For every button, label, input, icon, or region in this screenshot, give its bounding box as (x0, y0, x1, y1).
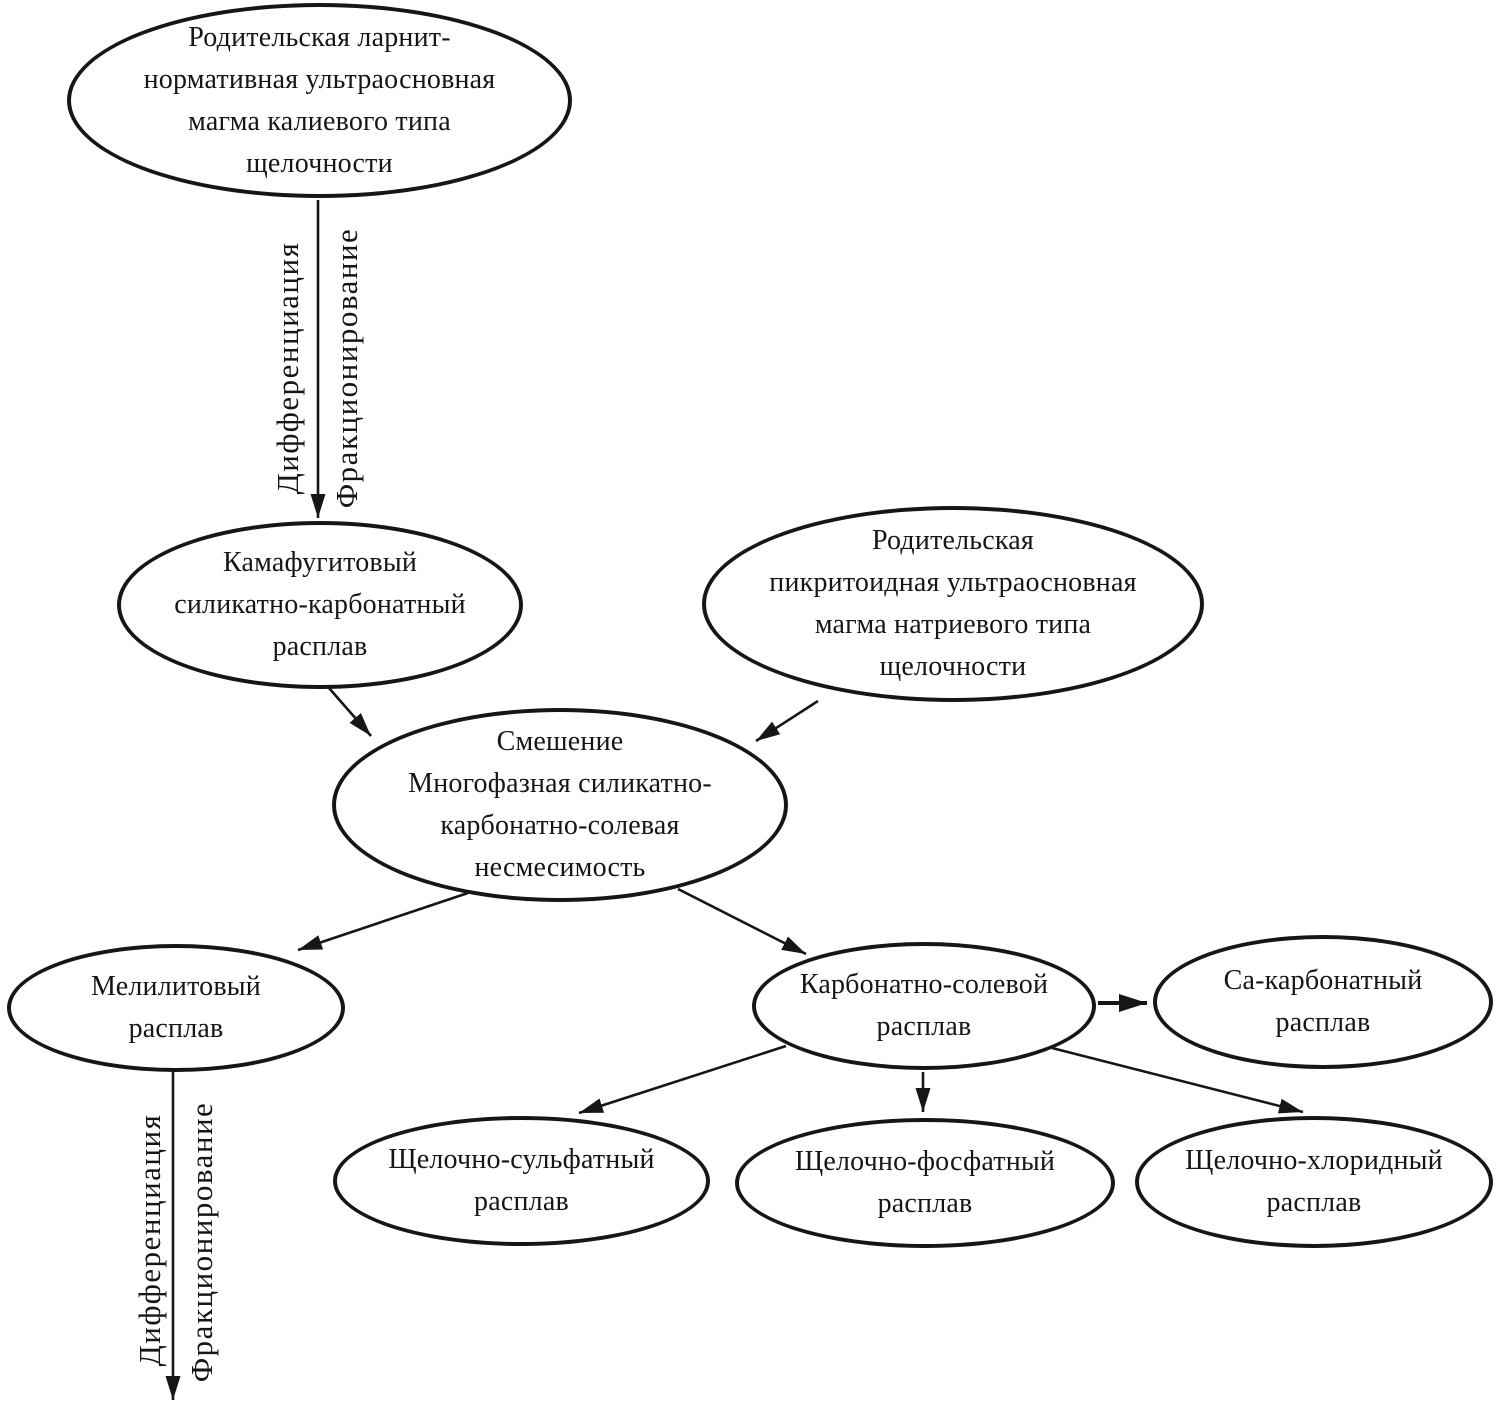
node-parent-larnite-magma (67, 3, 572, 198)
node-text-line: Многофазная силикатно- (408, 768, 712, 799)
edge-mixing-to-carbonate-salt (678, 889, 806, 954)
node-text-line: Карбонатно-солевой (799, 969, 1049, 1000)
node-text-line: пикритоидная ультраосновная (769, 567, 1137, 598)
edge-mixing-to-melilite (298, 893, 468, 950)
node-text-line: Родительская ларнит- (188, 21, 451, 53)
node-text-line: Смешение (496, 726, 624, 757)
node-text-line: расплав (1275, 1007, 1371, 1038)
node-text-line: карбонатно-солевая (440, 810, 680, 841)
node-alkali-sulfate-melt (333, 1116, 710, 1246)
node-alkali-phosphate-melt (735, 1118, 1115, 1248)
node-text-line: расплав (272, 631, 368, 662)
node-parent-picritoid-magma (702, 506, 1204, 702)
node-text (394, 721, 726, 889)
node-text (77, 966, 275, 1050)
node-text-line: Родительская (871, 525, 1034, 556)
node-text (1171, 1140, 1457, 1224)
node-text-line: Са-карбонатный (1223, 965, 1423, 996)
edge-label-differentiation-bottom: Дифференциация (132, 1113, 167, 1367)
node-text (374, 1139, 668, 1223)
node-ca-carbonate-melt (1153, 935, 1493, 1069)
node-text-line: магма натриевого типа (814, 609, 1092, 640)
edge-label-fractionation-bottom: Фракционирование (184, 1101, 219, 1383)
node-text-line: Камафугитовый (222, 547, 418, 578)
node-text (130, 17, 510, 185)
node-kamafugite-melt (117, 521, 523, 689)
edge-picritoid-to-mixing (756, 701, 818, 741)
node-text (160, 542, 480, 668)
node-text-line: несмесимость (474, 852, 646, 883)
node-text (786, 964, 1062, 1048)
node-text-line: расплав (876, 1011, 972, 1042)
edge-label-fractionation-top: Фракционирование (329, 227, 364, 509)
edge-carbonate-salt-to-sulfate (579, 1046, 786, 1113)
node-text-line: расплав (474, 1186, 569, 1217)
node-text (1210, 960, 1437, 1044)
node-text-line: расплав (1266, 1187, 1362, 1218)
node-text-line: расплав (877, 1188, 973, 1219)
node-text-line: Щелочно-фосфатный (794, 1146, 1056, 1177)
node-text-line: нормативная ультраосновная (143, 63, 496, 95)
node-text-line: щелочности (879, 651, 1027, 682)
node-text-line: Щелочно-сульфатный (388, 1144, 655, 1175)
node-text-line: Щелочно-хлоридный (1185, 1145, 1443, 1176)
node-text (781, 1141, 1069, 1225)
node-text-line: силикатно-карбонатный (174, 589, 466, 620)
node-carbonate-salt-melt (752, 942, 1096, 1070)
node-text-line: щелочности (246, 147, 393, 179)
edge-kamafugite-to-mixing (329, 688, 371, 736)
node-text-line: расплав (128, 1013, 224, 1044)
edge-label-differentiation-top: Дифференциация (270, 241, 305, 495)
node-melilite-melt (7, 944, 345, 1072)
node-mixing-immiscibility (332, 708, 788, 902)
node-text (755, 520, 1150, 688)
node-text-line: Мелилитовый (91, 971, 261, 1002)
node-text-line: магма калиевого типа (188, 105, 451, 137)
node-alkali-chloride-melt (1135, 1116, 1493, 1248)
